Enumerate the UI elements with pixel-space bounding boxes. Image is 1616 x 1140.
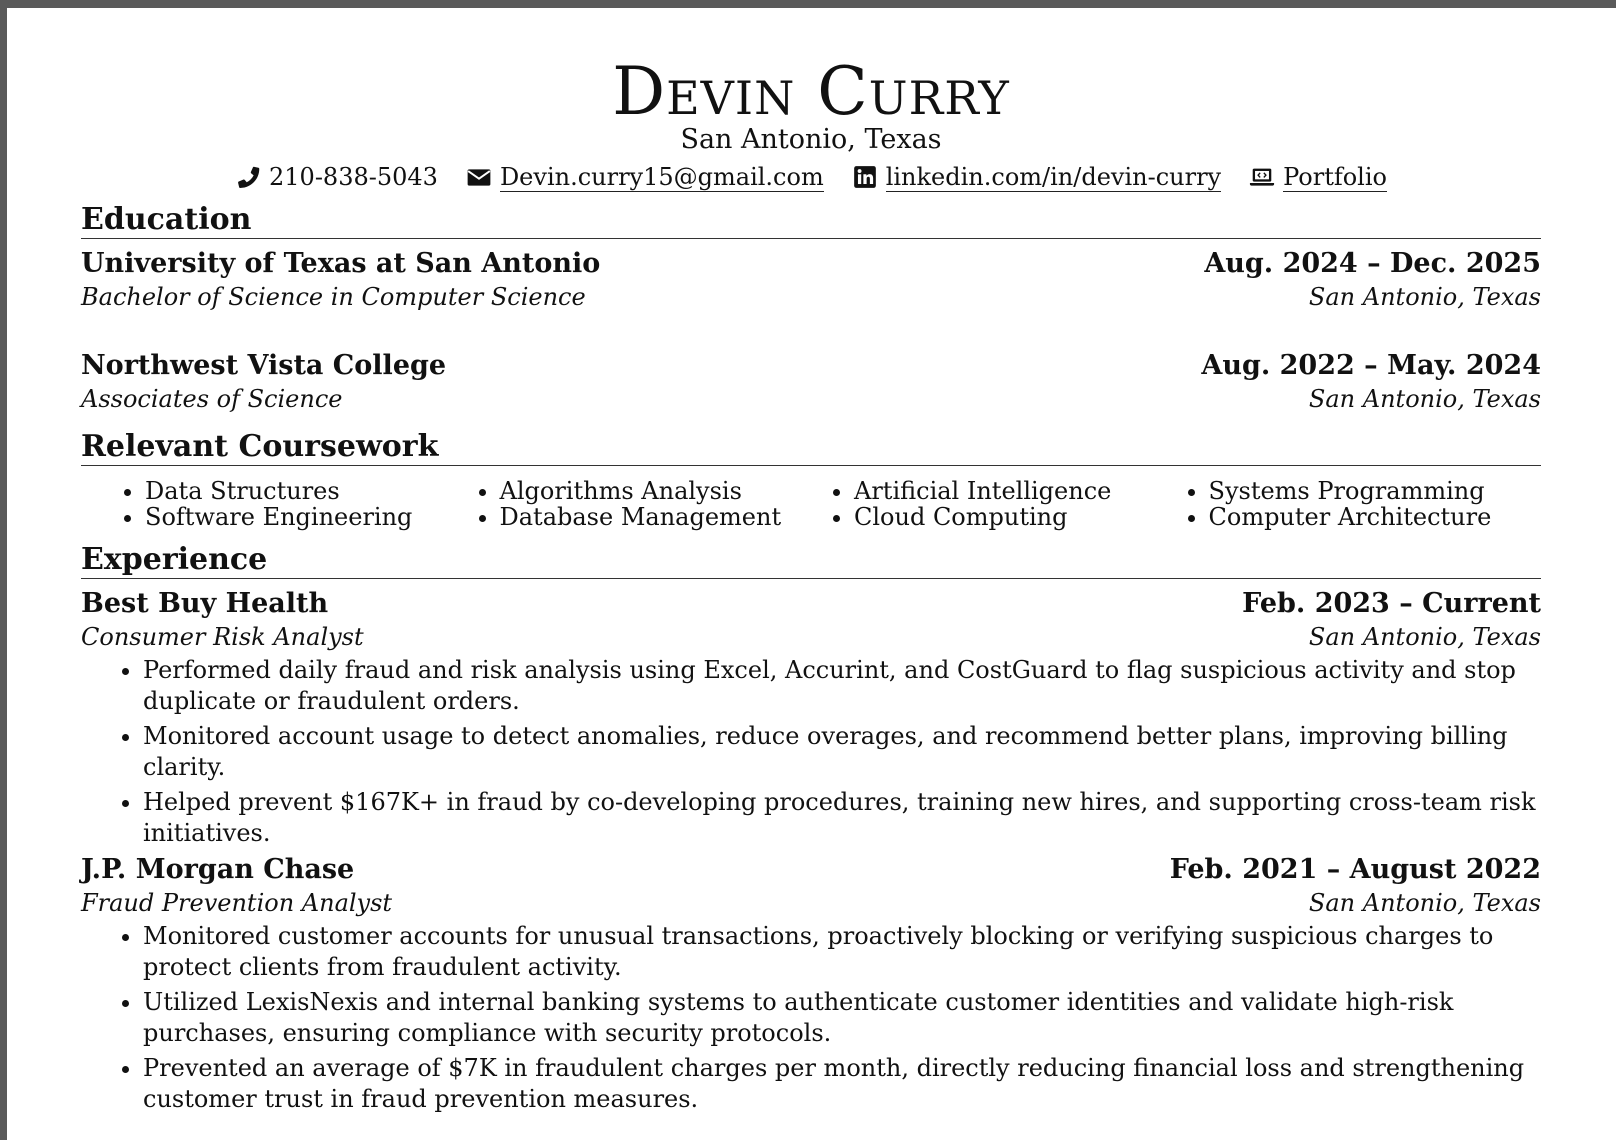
job-role: Fraud Prevention Analyst [81, 889, 393, 917]
job-bullet: • Utilized LexisNexis and internal banking systems to authenticate customer identities and validate high-risk purchases, ensuring compliance with security protocols. [143, 987, 1541, 1049]
job-bullet: • Monitored account usage to detect anomalies, reduce overages, and recommend better plans, improving billing clarity. [143, 721, 1541, 783]
envelope-icon [466, 164, 492, 190]
course-item: • Algorithms Analysis [500, 478, 833, 504]
job-location: San Antonio, Texas [1308, 889, 1541, 917]
resume-content [81, 8, 1541, 1119]
company-name: J.P. Morgan Chase [81, 854, 355, 885]
section-title-experience: Experience [81, 542, 1541, 579]
course-item: • Systems Programming [1209, 478, 1542, 504]
laptop-code-icon [1249, 164, 1275, 190]
course-item: • Software Engineering [145, 504, 478, 530]
linkedin-icon [852, 164, 878, 190]
coursework-column [478, 478, 833, 530]
course-item: • Database Management [500, 504, 833, 530]
phone-icon [235, 164, 261, 190]
candidate-location: San Antonio, Texas [680, 124, 942, 155]
candidate-name: Devin Curry [612, 53, 1010, 130]
resume-header [81, 8, 1541, 194]
section-title-coursework: Relevant Coursework [81, 429, 1541, 466]
contact-row [81, 160, 1541, 194]
linkedin-contact[interactable] [852, 163, 1221, 192]
company-name: Best Buy Health [81, 588, 329, 619]
education-entry [81, 349, 1541, 415]
education-location: San Antonio, Texas [1308, 283, 1541, 311]
email-contact[interactable] [466, 163, 824, 192]
job-bullet: • Monitored customer accounts for unusual transactions, proactively blocking or verifying suspicious charges to protect clients from fraudulent activity. [143, 921, 1541, 983]
school-name: Northwest Vista College [81, 350, 447, 381]
portfolio-link[interactable]: Portfolio [1283, 162, 1387, 191]
course-item: • Artificial Intelligence [854, 478, 1187, 504]
coursework-grid [81, 478, 1541, 530]
job-entry [81, 587, 1541, 849]
resume-page [7, 8, 1616, 1140]
coursework-column [123, 478, 478, 530]
coursework-column [1187, 478, 1542, 530]
job-bullet: • Prevented an average of $7K in fraudulent charges per month, directly reducing financial loss and strengthening customer trust in fraud prevention measures. [143, 1053, 1541, 1115]
course-item: • Data Structures [145, 478, 478, 504]
degree: Associates of Science [81, 385, 343, 413]
experience-section [81, 542, 1541, 1115]
education-section [81, 202, 1541, 415]
coursework-section [81, 429, 1541, 530]
course-item: • Cloud Computing [854, 504, 1187, 530]
course-item: • Computer Architecture [1209, 504, 1542, 530]
education-dates: Aug. 2024 – Dec. 2025 [1204, 248, 1541, 279]
job-bullets [81, 655, 1541, 849]
job-bullet: • Helped prevent $167K+ in fraud by co-developing procedures, training new hires, and supporting cross-team risk initiatives. [143, 787, 1541, 849]
education-location: San Antonio, Texas [1308, 385, 1541, 413]
degree: Bachelor of Science in Computer Science [81, 283, 586, 311]
job-entry [81, 853, 1541, 1115]
job-location: San Antonio, Texas [1308, 623, 1541, 651]
portfolio-contact[interactable] [1249, 163, 1387, 192]
coursework-column [832, 478, 1187, 530]
school-name: University of Texas at San Antonio [81, 248, 601, 279]
job-bullets [81, 921, 1541, 1115]
job-bullet: • Performed daily fraud and risk analysis using Excel, Accurint, and CostGuard to flag suspicious activity and stop duplicate or fraudulent orders. [143, 655, 1541, 717]
education-entry [81, 247, 1541, 313]
job-dates: Feb. 2023 – Current [1242, 588, 1541, 619]
phone-contact [235, 160, 438, 194]
job-dates: Feb. 2021 – August 2022 [1169, 854, 1541, 885]
job-role: Consumer Risk Analyst [81, 623, 364, 651]
email-link[interactable]: Devin.curry15@gmail.com [499, 162, 824, 191]
education-dates: Aug. 2022 – May. 2024 [1201, 350, 1541, 381]
linkedin-link[interactable]: linkedin.com/in/devin-curry [885, 162, 1222, 191]
phone-number: 210-838-5043 [269, 163, 438, 191]
section-title-education: Education [81, 202, 1541, 239]
